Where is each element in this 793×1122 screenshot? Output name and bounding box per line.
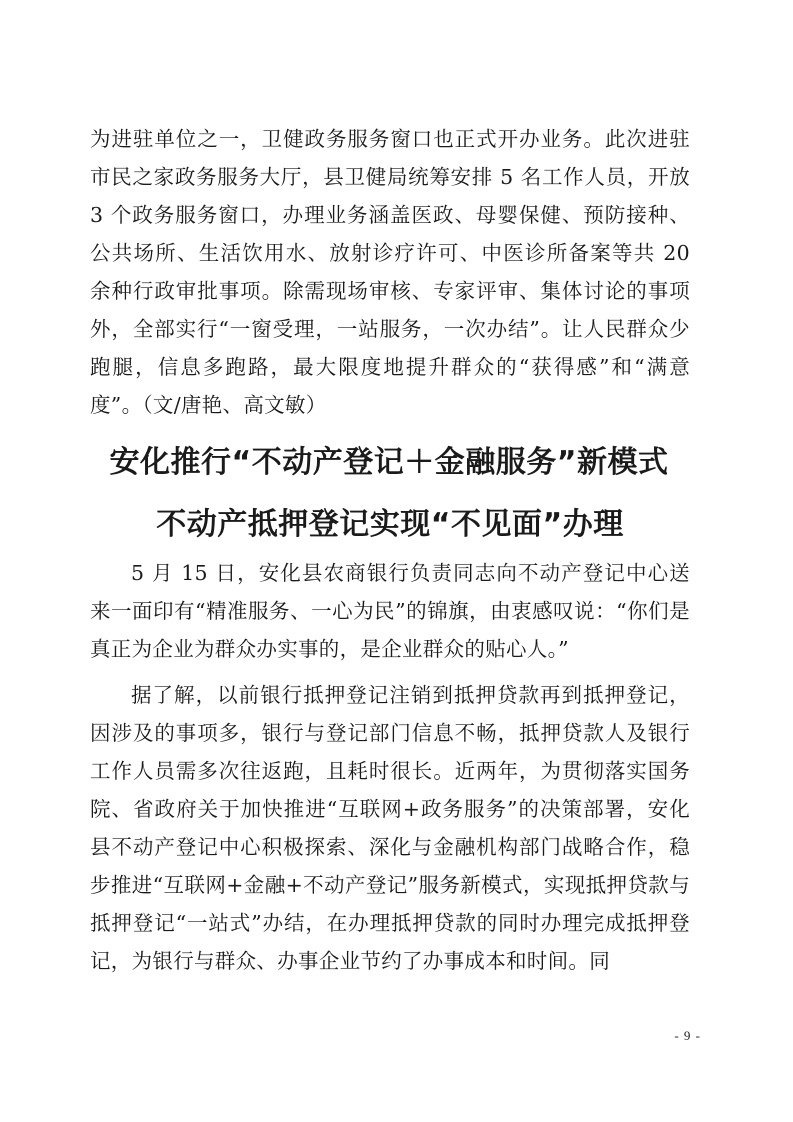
page-content (90, 120, 690, 980)
article-paragraph-1: 5 月 15 日，安化县农商银行负责同志向不动产登记中心送来一面印有“精准服务、一心为民”的锦旗，由衷感叹说：“你们是真正为企业为群众办实事的，是企业群众的贴心人。” (90, 561, 690, 661)
article-title-line-1: 安化推行“不动产登记＋金融服务”新模式 (109, 445, 669, 480)
page-number: - 9 - (674, 1028, 701, 1043)
article-title-line-2: 不动产抵押登记实现“不见面”办理 (156, 507, 624, 542)
article-paragraph-2: 据了解，以前银行抵押登记注销到抵押贷款再到抵押登记，因涉及的事项多，银行与登记部门信息不畅，抵押贷款人及银行工作人员需多次往返跑，且耗时很长。近两年，为贯彻落实国务院、省政府关于加快推进“互联网+政务服务”的决策部署，安化县不动产登记中心积极探索、深化与金融机构部门战略合作，稳步推进“互联网+金融+不动产登记”服务新模式，实现抵押贷款与抵押登记“一站式”办结，在办理抵押贷款的同时办理完成抵押登记，为银行与群众、办事企业节约了办事成本和时间。同 (90, 683, 690, 973)
previous-article-ending: 为进驻单位之一，卫健政务服务窗口也正式开办业务。此次进驻市民之家政务服务大厅，县卫健局统筹安排 5 名工作人员，开放 3 个政务服务窗口，办理业务涵盖医政、母婴保健、预防接种、公共场所、生活饮用水、放射诊疗许可、中医诊所备案等共 20 余种行政审批事项。除需现场审核、专家评审、集体讨论的事项外，全部实行“一窗受理，一站服务，一次办结”。让人民群众少跑腿，信息多跑路，最大限度地提升群众的“获得感”和“满意度”。（文/唐艳、高文敏） (90, 127, 690, 417)
